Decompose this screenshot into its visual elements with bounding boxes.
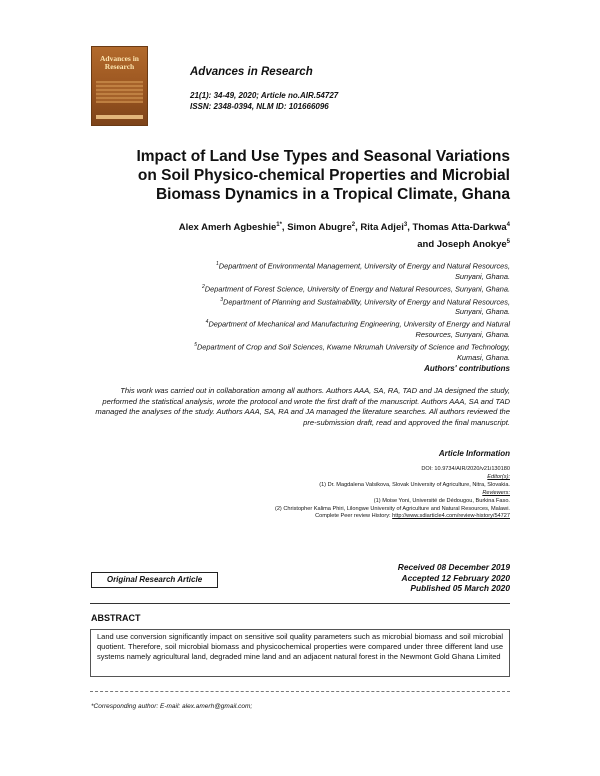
footnote-separator bbox=[90, 691, 510, 692]
article-info-heading: Article Information bbox=[438, 449, 510, 458]
cover-pattern bbox=[96, 81, 143, 103]
issn-line: ISSN: 2348-0394, NLM ID: 101666096 bbox=[190, 102, 329, 111]
doi: DOI: 10.9734/AIR/2020/v21i130180 bbox=[421, 466, 510, 472]
affiliation: $^2$Department of Forest Science, University of Energy and Natural Resources, Sunyani, Ghana. bbox=[202, 283, 510, 294]
contributions-heading: Authors' contributions bbox=[424, 364, 510, 373]
cover-title: Advances in Research bbox=[100, 54, 139, 71]
reviewer-entry: (1) Moise Yoni, Université de Dédougou, Burkina Faso. bbox=[373, 497, 510, 504]
journal-cover-image bbox=[91, 46, 148, 126]
abstract-heading: ABSTRACT bbox=[91, 613, 141, 623]
cover-bar bbox=[96, 115, 143, 119]
editor-entry: (1) Dr. Magdalena Valsikova, Slovak University of Agriculture, Nitra, Slovakia. bbox=[319, 481, 510, 488]
article-type-badge: Original Research Article bbox=[91, 572, 218, 588]
abstract-text: Land use conversion significantly impact on sensitive soil quality parameters such as microbial biomass and soil microbial quotient. Therefore, soil microbial biomass and physicochemical properties were compared under three different land use systems namely agricultural land, degraded mine land and an adjacent natural forest in the Newmont Gold Ghana Limited bbox=[90, 629, 510, 677]
paper-title: Impact of Land Use Types and Seasonal Variations on Soil Physico-chemical Properties and Microbial Biomass Dynamics in a Tropical Climate, Ghana bbox=[136, 148, 510, 203]
author: Rita Adjei bbox=[360, 222, 404, 234]
affiliation: $^3$Department of Planning and Sustainability, University of Energy and Natural Resources, Sunyani, Ghana. bbox=[220, 296, 510, 317]
editors-label: Editor(s): bbox=[487, 473, 510, 480]
review-history: Complete Peer review History: http://www.sdiarticle4.com/review-history/54727 bbox=[315, 513, 510, 520]
corresponding-author-footnote: *Corresponding author: E-mail: alex.amerh@gmail.com; bbox=[91, 703, 253, 710]
author-list: Alex Amerh Agbeshie$^{1*}$, Simon Abugre$^2$, Rita Adjei$^3$, Thomas Atta-Darkwa$^4$ and Joseph Anokye$^5$ bbox=[178, 222, 510, 251]
journal-name: Advances in Research bbox=[190, 66, 313, 78]
accepted-date: Accepted 12 February 2020 bbox=[401, 572, 510, 583]
affiliations bbox=[90, 259, 510, 363]
journal-issue-info bbox=[190, 90, 338, 112]
author: Simon Abugre bbox=[287, 222, 352, 234]
affiliation: $^5$Department of Crop and Soil Sciences, Kwame Nkrumah University of Science and Technology, Kumasi, Ghana. bbox=[194, 342, 510, 362]
divider bbox=[90, 603, 510, 604]
article-dates bbox=[300, 562, 510, 594]
issue-line: 21(1): 34-49, 2020; Article no.AIR.54727 bbox=[190, 91, 339, 100]
author: and Joseph Anokye bbox=[417, 239, 507, 251]
review-history-link[interactable]: http://www.sdiarticle4.com/review-history/54727 bbox=[392, 513, 510, 520]
reviewer-entry: (2) Christopher Kalima Phiri, Lilongwe University of Agriculture and Natural Resources, Malawi. bbox=[274, 505, 510, 512]
affiliation: $^4$Department of Mechanical and Manufacturing Engineering, University of Energy and Natural Resources, Sunyani, Ghana. bbox=[205, 319, 510, 340]
contributions-text: This work was carried out in collaboration among all authors. Authors AAA, SA, RA, TAD and JA designed the study, performed the statistical analysis, wrote the protocol and wrote the first draft of the manuscript. Authors AAA, SA and TAD managed the analyses of the study. Authors AAA, SA, RA and JA managed the literature searches. All authors reviewed the pre-submission draft, read and approved the final manuscript. bbox=[95, 386, 510, 427]
received-date: Received 08 December 2019 bbox=[397, 562, 510, 572]
author: Alex Amerh Agbeshie bbox=[178, 222, 277, 234]
article-info bbox=[90, 466, 510, 521]
published-date: Published 05 March 2020 bbox=[410, 583, 510, 594]
author: Thomas Atta-Darkwa bbox=[412, 222, 507, 234]
affiliation: $^1$Department of Environmental Management, University of Energy and Natural Resources, Sunyani, Ghana. bbox=[215, 261, 510, 281]
reviewers-label: Reviewers: bbox=[482, 489, 510, 496]
